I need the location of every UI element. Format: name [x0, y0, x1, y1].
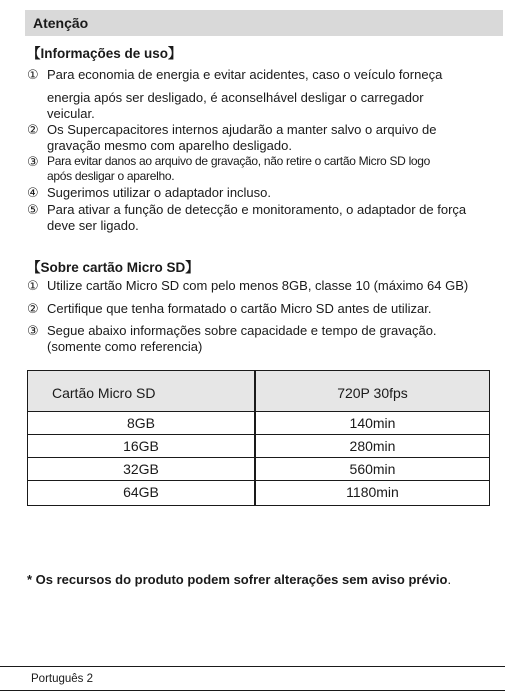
table-cell: 32GB [123, 461, 159, 477]
item-line: Certifique que tenha formatado o cartão Micro SD antes de utilizar. [47, 301, 432, 316]
table-row [28, 458, 489, 481]
footer-divider [0, 690, 505, 691]
usage-item-4 [27, 185, 497, 201]
table-cell: 64GB [123, 484, 159, 500]
disclaimer-period: . [447, 572, 452, 587]
item-number: ② [27, 122, 39, 137]
header-bar [25, 10, 503, 36]
item-line: Para economia de energia e evitar acidentes, caso o veículo forneça [47, 67, 443, 82]
sd-item-2 [27, 301, 497, 317]
usage-item-1 [27, 67, 497, 122]
table-cell: 140min [349, 415, 396, 431]
table-column-divider [254, 371, 256, 505]
sd-item-1 [27, 278, 497, 294]
table-cell: 280min [349, 438, 396, 454]
item-line: Para ativar a função de detecção e monitoramento, o adaptador de força [47, 202, 467, 217]
page-title: Atenção [33, 15, 89, 31]
item-line: Os Supercapacitores internos ajudarão a manter salvo o arquivo de [47, 122, 437, 137]
item-line: Sugerimos utilizar o adaptador incluso. [47, 185, 272, 200]
sd-item-3 [27, 323, 497, 355]
footer-divider [0, 666, 505, 667]
item-line: deve ser ligado. [47, 218, 139, 233]
table-row [28, 412, 489, 435]
item-number: ③ [27, 323, 39, 338]
usage-section-title: 【Informações de uso】 [27, 46, 182, 61]
table-header-cell: 720P 30fps [337, 385, 408, 401]
item-line: Utilize cartão Micro SD com pelo menos 8GB, classe 10 (máximo 64 GB) [47, 278, 469, 293]
item-line: após desligar o aparelho. [47, 169, 175, 183]
sd-section-title: 【Sobre cartão Micro SD】 [27, 260, 199, 275]
item-number: ③ [27, 154, 39, 169]
usage-item-5 [27, 202, 497, 234]
item-line: gravação mesmo com aparelho desligado. [47, 138, 292, 153]
item-line: veicular. [47, 106, 95, 121]
item-number: ④ [27, 185, 39, 200]
table-cell: 1180min [346, 484, 399, 500]
item-number: ① [27, 67, 39, 82]
usage-item-2 [27, 122, 497, 154]
item-line: Segue abaixo informações sobre capacidade e tempo de gravação. [47, 323, 437, 338]
item-line: (somente como referencia) [47, 339, 203, 354]
disclaimer-text: * Os recursos do produto podem sofrer alterações sem aviso prévio [27, 572, 448, 587]
table-header [28, 371, 489, 412]
table-cell: 16GB [123, 438, 159, 454]
item-line: energia após ser desligado, é aconselhável desligar o carregador [47, 90, 424, 105]
table-cell: 560min [349, 461, 396, 477]
usage-item-3 [27, 154, 497, 184]
table-row [28, 481, 489, 504]
capacity-table [27, 370, 490, 506]
item-number: ⑤ [27, 202, 39, 217]
item-line: Para evitar danos ao arquivo de gravação, não retire o cartão Micro SD logo [47, 154, 431, 168]
table-row [28, 435, 489, 458]
item-number: ② [27, 301, 39, 316]
table-cell: 8GB [126, 415, 155, 431]
table-header-cell: Cartão Micro SD [52, 385, 156, 401]
disclaimer-note [27, 572, 451, 587]
item-number: ① [27, 278, 39, 293]
page-number: Português 2 [31, 673, 94, 685]
